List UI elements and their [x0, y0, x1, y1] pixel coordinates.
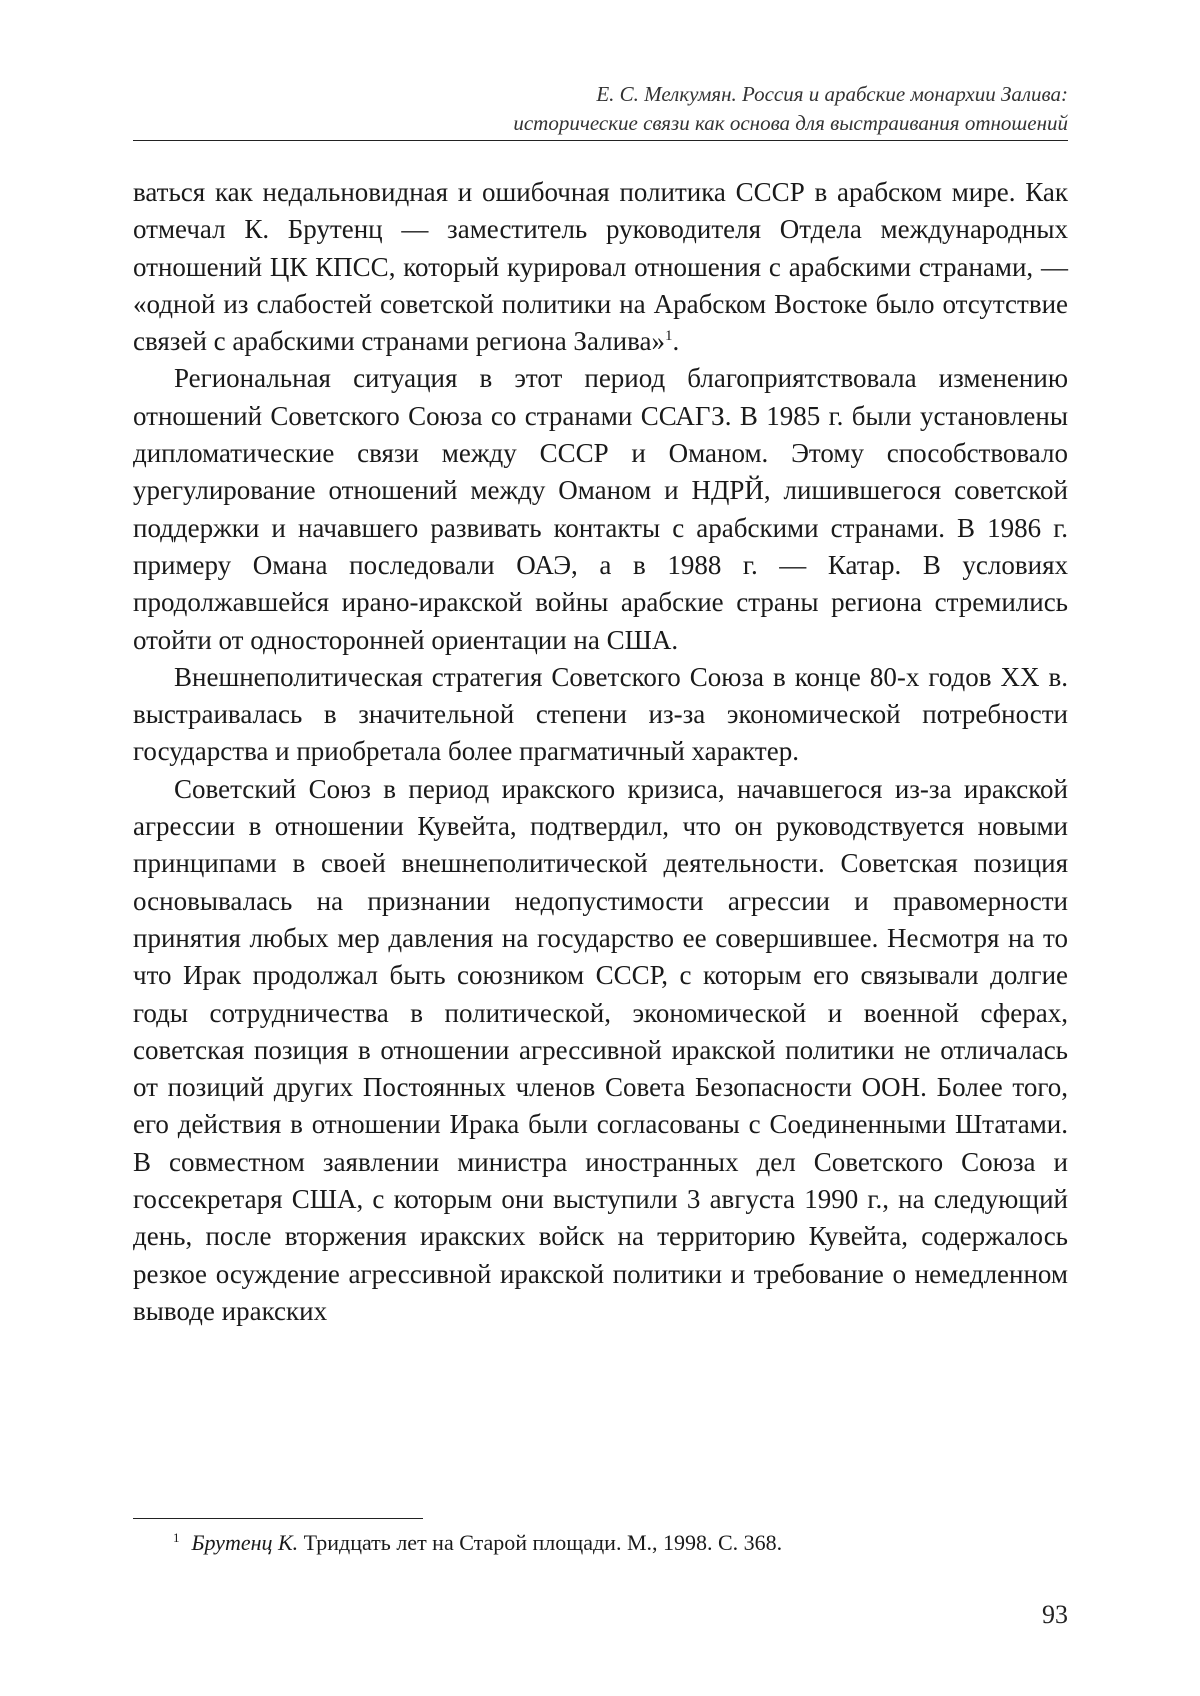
- footnote-text: Тридцать лет на Старой площади. М., 1998. С. 368.: [298, 1530, 783, 1555]
- header-rule: [133, 140, 1068, 141]
- footnote-reference[interactable]: 1: [664, 328, 673, 345]
- paragraph-1: [133, 174, 1068, 360]
- footnote: [173, 1528, 1068, 1558]
- paragraph-3: Внешнеполитическая стратегия Советского Союза в конце 80-х годов XX в. выстраивалась в значительной степени из-за экономической потребности государства и приобретала более прагматичный характер.: [133, 661, 1068, 767]
- footnote-author: Брутенц К.: [191, 1530, 299, 1555]
- paragraph-2: Региональная ситуация в этот период благоприятствовала изменению отношений Советского Союза со странами ССАГЗ. В 1985 г. были установлены дипломатические связи между СССР и Оманом. Этому способствовало урегулирование отношений между Оманом и НДРЙ, лишившегося советской поддержки и начавшего развивать контакты с арабскими странами. В 1986 г. примеру Омана последовали ОАЭ, а в 1988 г. — Катар. В условиях продолжавшейся ирано-иракской войны арабские страны региона стремились отойти от односторонней ориентации на США.: [133, 363, 1068, 655]
- running-header: [133, 80, 1068, 138]
- paragraph-1-text: ваться как недальновидная и ошибочная политика СССР в арабском мире. Как отмечал К. Брутенц — заместитель руководителя Отдела международных отношений ЦК КПСС, который курировал отношения с арабскими странами, — «одной из слабостей советской политики на Арабском Востоке было отсутствие связей с арабскими странами региона Залива»: [133, 177, 1068, 357]
- paragraph-1-end: .: [672, 326, 680, 357]
- footnote-number: 1: [173, 1529, 180, 1545]
- paragraph-4: Советский Союз в период иракского кризиса, начавшегося из-за иракской агрессии в отношении Кувейта, подтвердил, что он руководствуется новыми принципами в своей внешнеполитической деятельности. Советская позиция основывалась на признании недопустимости агрессии и правомерности принятия любых мер давления на государство ее совершившее. Несмотря на то что Ирак продолжал быть союзником СССР, с которым его связывали долгие годы сотрудничества в политической, экономической и военной сферах, советская позиция в отношении агрессивной иракской политики не отличалась от позиций других Постоянных членов Совета Безопасности ООН. Более того, его действия в отношении Ирака были согласованы с Соединенными Штатами. В совместном заявлении министра иностранных дел Советского Союза и госсекретаря США, с которым они выступили 3 августа 1990 г., на следующий день, после вторжения иракских войск на территорию Кувейта, содержалось резкое осуждение агрессивной иракской политики и требование о немедленном выводе иракских: [133, 773, 1068, 1326]
- running-header-line-1: Е. С. Мелкумян. Россия и арабские монархии Залива:: [596, 82, 1068, 106]
- page-number: 93: [1042, 1600, 1068, 1629]
- running-header-line-2: исторические связи как основа для выстраивания отношений: [513, 111, 1068, 135]
- footnote-rule: [133, 1518, 423, 1519]
- main-text: [133, 174, 1068, 1330]
